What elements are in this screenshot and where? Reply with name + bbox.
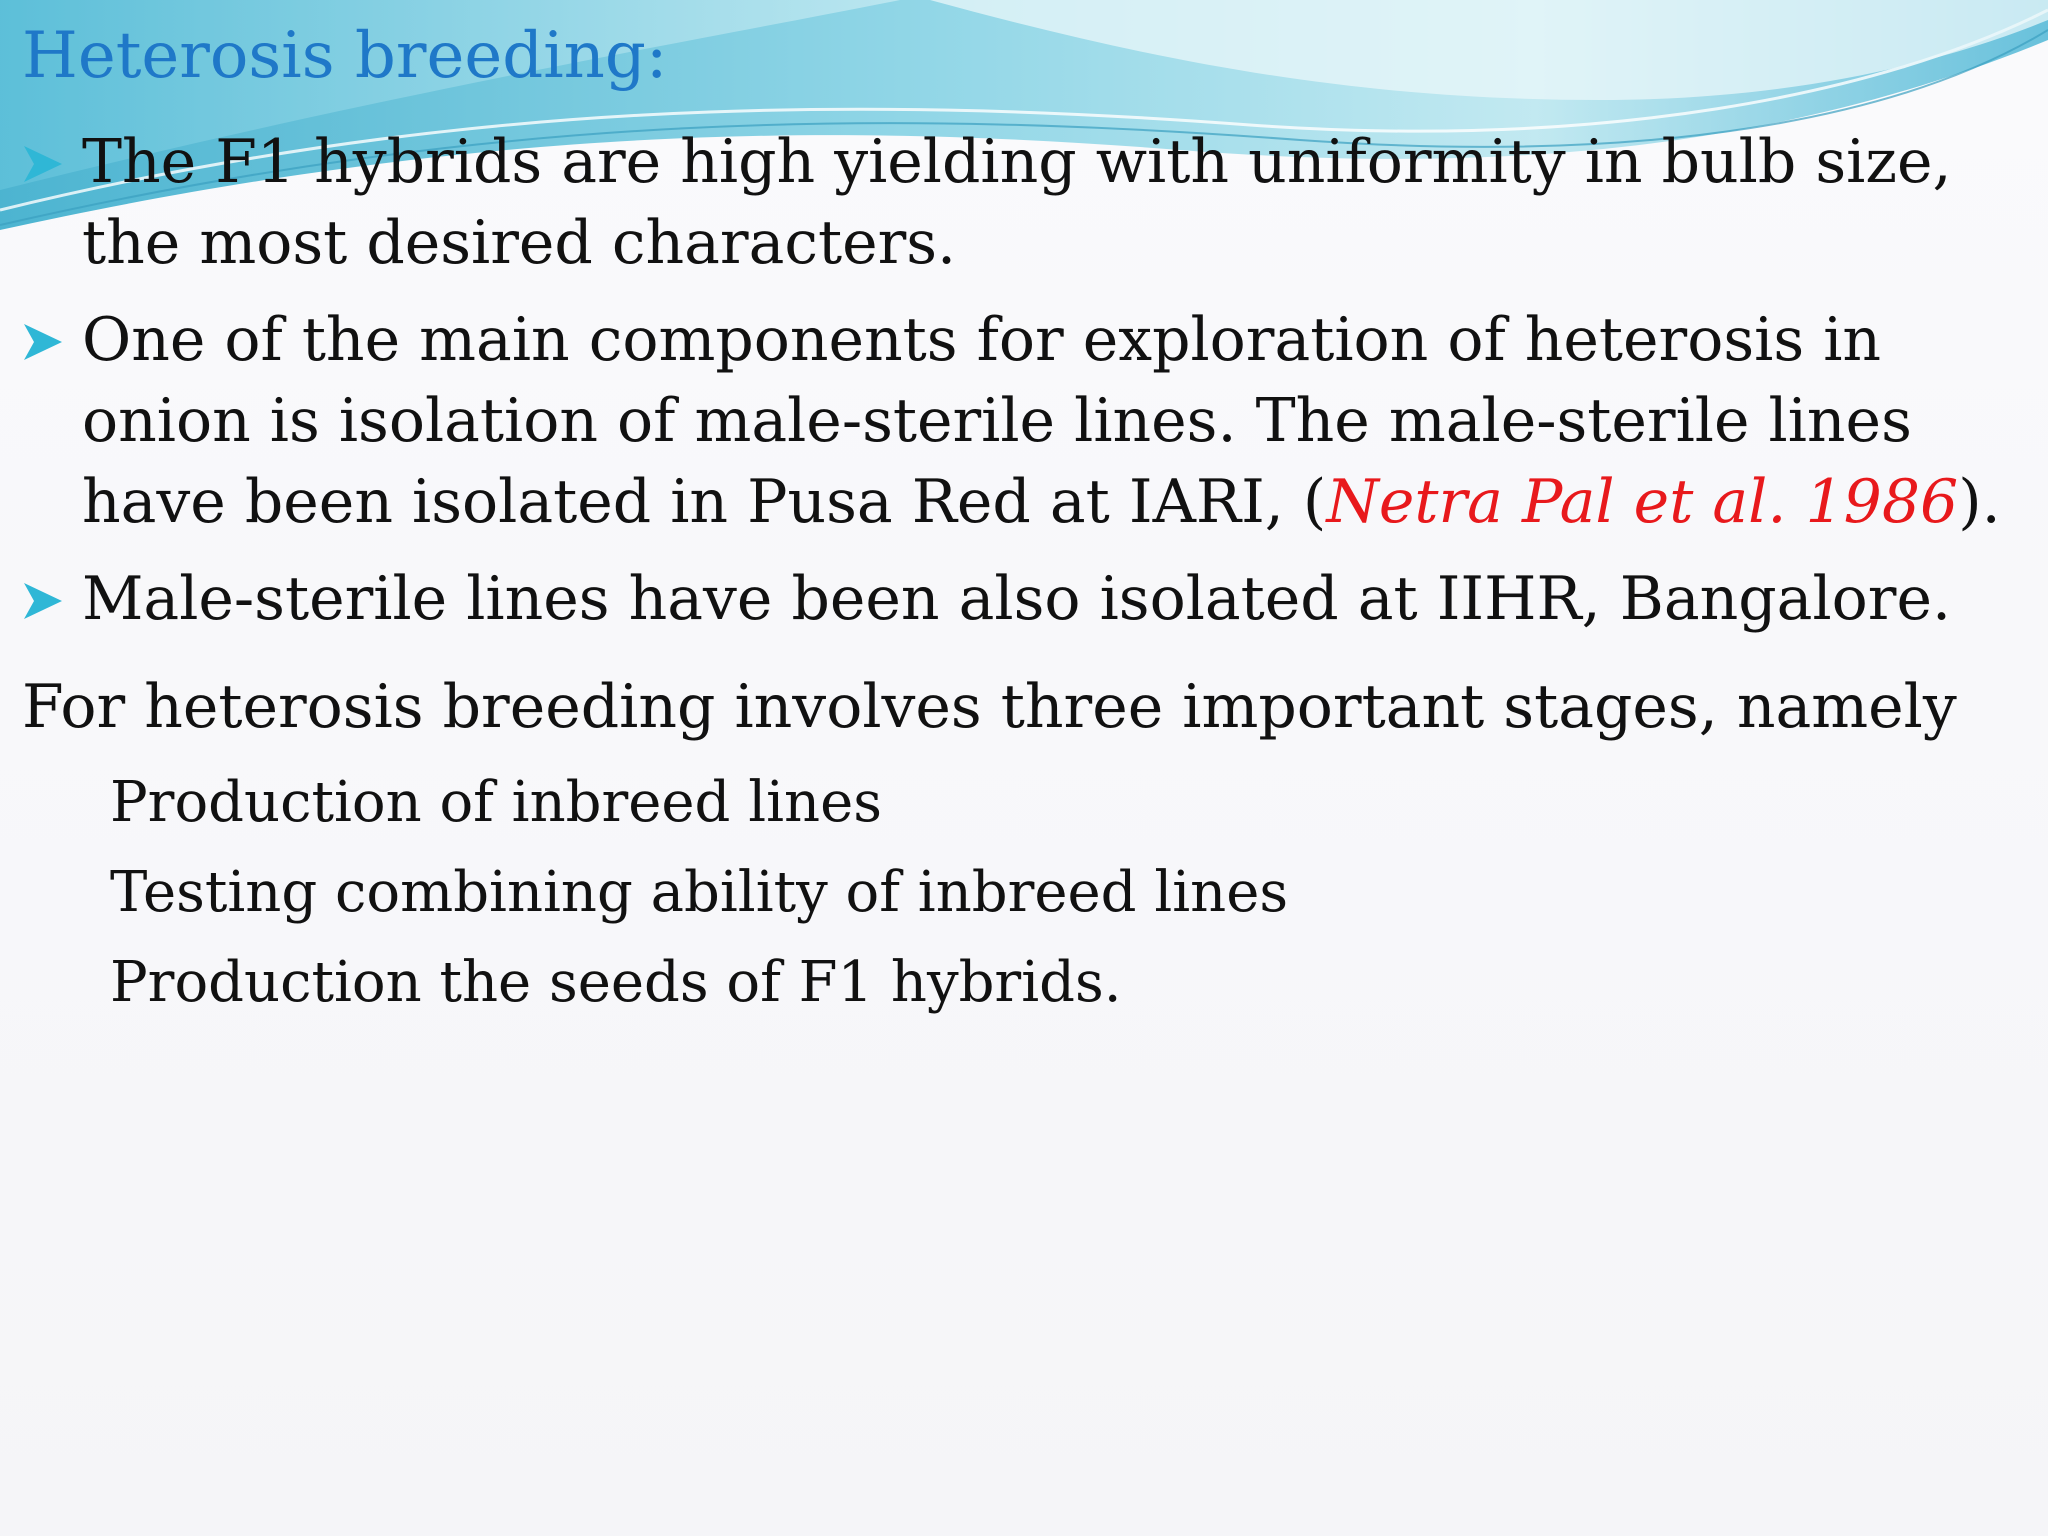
citation: Netra Pal et al. 1986	[1326, 467, 1959, 537]
bullet-text: One of the main components for exploration of heterosis in onion is isolation of male-sterile lines. The male-sterile lines have been isolated in Pusa Red at IARI, (	[82, 305, 1912, 537]
bullet-list	[22, 122, 2022, 656]
arrow-bullet-icon	[22, 322, 64, 362]
bullet-text-end: ).	[1958, 467, 2001, 537]
arrow-bullet-icon	[22, 144, 64, 184]
bullet-item	[22, 559, 2022, 640]
bullet-item	[22, 300, 2022, 543]
stage-item: Production the seeds of F1 hybrids.	[110, 950, 1122, 1015]
stage-item: Production of inbreed lines	[110, 770, 882, 835]
bullet-text: Male-sterile lines have been also isolated at IIHR, Bangalore.	[82, 564, 1952, 634]
bullet-item	[22, 122, 2022, 284]
bullet-text: The F1 hybrids are high yielding with uniformity in bulb size, the most desired characters.	[82, 127, 1952, 278]
stage-item: Testing combining ability of inbreed lines	[110, 860, 1289, 925]
slide-title: Heterosis breeding:	[22, 19, 668, 93]
stages-intro: For heterosis breeding involves three important stages, namely	[22, 672, 1957, 742]
stages-list	[110, 758, 1288, 1028]
arrow-bullet-icon	[22, 581, 64, 621]
